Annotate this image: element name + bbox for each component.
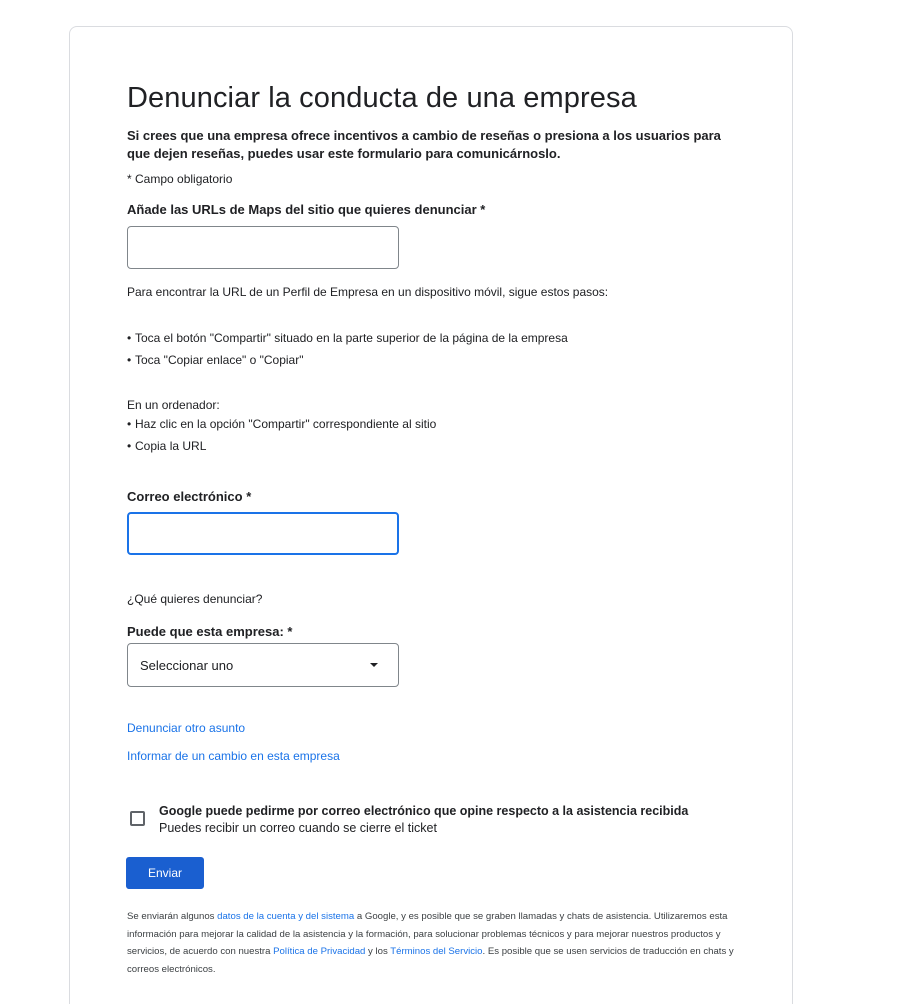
footer-text: . Es posible que se usen servicios de traducción en chats y correos electrónicos. xyxy=(127,946,734,975)
page-title: Denunciar la conducta de una empresa xyxy=(127,82,637,114)
privacy-policy-link[interactable]: Política de Privacidad xyxy=(273,946,366,957)
list-item: • Toca "Copiar enlace" o "Copiar" xyxy=(127,349,568,371)
maps-url-label: Añade las URLs de Maps del sitio que quieres denunciar * xyxy=(127,202,486,217)
report-change-link[interactable]: Informar de un cambio en esta empresa xyxy=(127,749,340,763)
business-select-value: Seleccionar uno xyxy=(140,657,234,673)
report-question: ¿Qué quieres denunciar? xyxy=(127,592,263,606)
feedback-checkbox-subtitle: Puedes recibir un correo cuando se cierre el ticket xyxy=(159,821,437,835)
desktop-help-heading: En un ordenador: xyxy=(127,398,220,412)
caret-down-icon xyxy=(370,663,378,667)
list-item: • Toca el botón "Compartir" situado en la parte superior de la página de la empresa xyxy=(127,327,568,349)
desktop-help-steps xyxy=(127,413,436,457)
email-label: Correo electrónico * xyxy=(127,489,252,504)
required-note: * Campo obligatorio xyxy=(127,172,233,186)
maps-url-input[interactable] xyxy=(127,226,399,269)
footer-text: y los xyxy=(365,946,391,957)
mobile-help-heading: Para encontrar la URL de un Perfil de Empresa en un dispositivo móvil, sigue estos pasos: xyxy=(127,285,609,299)
footer-disclaimer xyxy=(127,908,747,978)
footer-text: Se enviarán algunos xyxy=(127,911,218,922)
feedback-checkbox[interactable] xyxy=(130,811,145,826)
other-issue-link[interactable]: Denunciar otro asunto xyxy=(127,721,246,735)
list-item: • Copia la URL xyxy=(127,435,436,457)
submit-button[interactable]: Enviar xyxy=(126,857,204,889)
account-data-link[interactable]: datos de la cuenta y del sistema xyxy=(217,911,355,922)
email-input[interactable] xyxy=(127,512,399,555)
terms-of-service-link[interactable]: Términos del Servicio xyxy=(390,946,483,957)
list-item: • Haz clic en la opción "Compartir" correspondiente al sitio xyxy=(127,413,436,435)
footer-text: a Google, y es posible que se graben llamadas y chats de asistencia. Utilizaremos esta información para mejorar la calidad de la asistencia y la formación, para solucionar problemas técnicos y para mejorar nuestros productos y servicios, de acuerdo con nuestra xyxy=(127,911,728,957)
mobile-help-steps xyxy=(127,327,568,371)
business-select-label: Puede que esta empresa: * xyxy=(127,624,293,639)
feedback-checkbox-title: Google puede pedirme por correo electrónico que opine respecto a la asistencia recibida xyxy=(159,804,689,818)
business-select[interactable] xyxy=(127,643,399,687)
intro-text: Si crees que una empresa ofrece incentivos a cambio de reseñas o presiona a los usuarios para que dejen reseñas, puedes usar este formulario para comunicárnoslo. xyxy=(127,128,721,161)
